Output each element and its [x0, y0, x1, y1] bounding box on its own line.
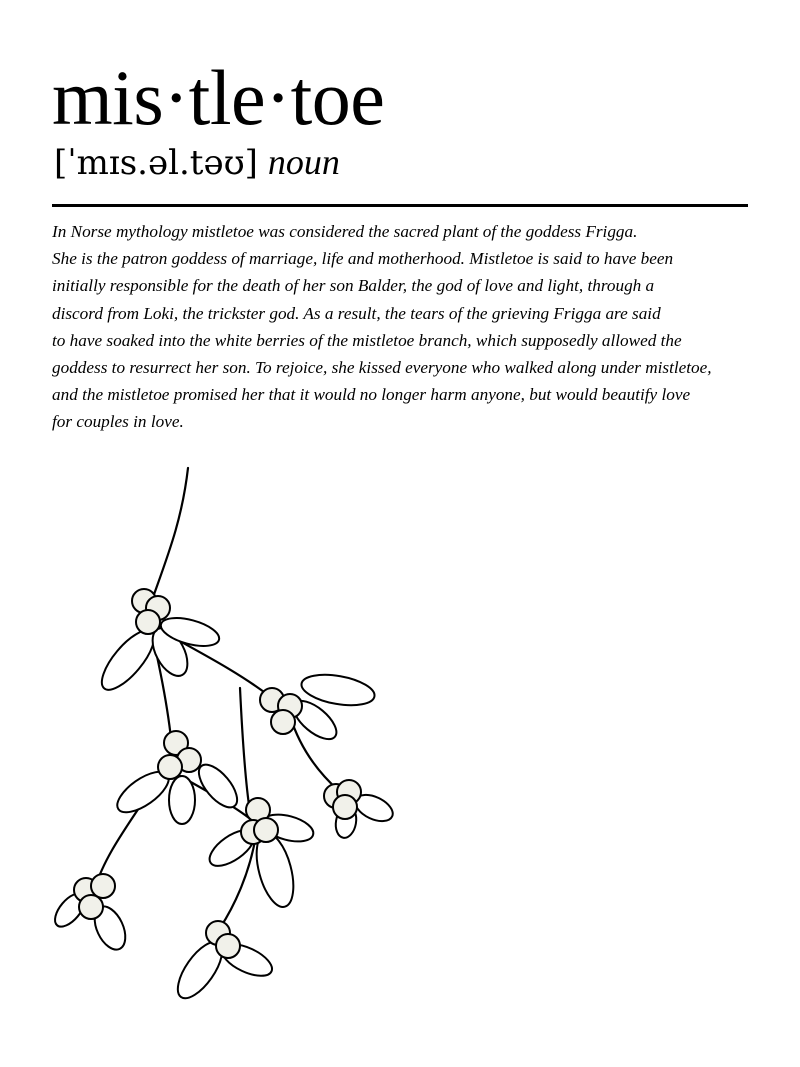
part-of-speech: noun [267, 142, 340, 182]
definition-line: initially responsible for the death of her son Balder, the god of love and light, through a [52, 276, 655, 296]
definition-line: to have soaked into the white berries of the mistletoe branch, which supposedly allowed the [52, 330, 682, 350]
entry-word: mis·tle·toe [52, 54, 385, 141]
definition-line: She is the patron goddess of marriage, life and motherhood. Mistletoe is said to have been [52, 249, 674, 269]
definition-text [52, 218, 756, 436]
definition-line: goddess to resurrect her son. To rejoice, she kissed everyone who walked along under mistletoe, [52, 358, 712, 378]
divider-rule [52, 204, 748, 207]
mistletoe-illustration [0, 440, 800, 1000]
pronunciation-line [54, 140, 340, 185]
definition-line: In Norse mythology mistletoe was considered the sacred plant of the goddess Frigga. [52, 222, 638, 241]
definition-line: discord from Loki, the trickster god. As a result, the tears of the grieving Frigga are said [52, 303, 661, 323]
definition-line: for couples in love. [52, 412, 184, 432]
definition-line: and the mistletoe promised her that it would no longer harm anyone, but would beautify love [52, 385, 691, 405]
pronunciation: [ˈmɪs.əl.təʊ] [54, 143, 258, 183]
